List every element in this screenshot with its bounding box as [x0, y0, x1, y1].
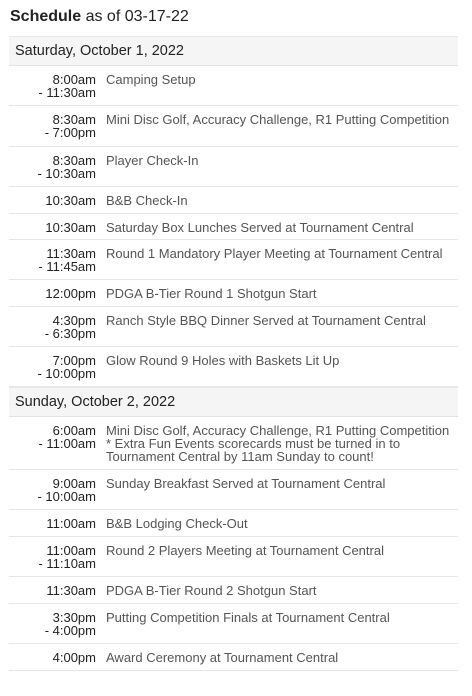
event-time [9, 307, 96, 346]
schedule-list [9, 36, 458, 671]
event-end-time: - 11:10am [38, 556, 96, 571]
event-start-time: 11:30am [46, 583, 96, 598]
event-details [96, 644, 458, 670]
event-start-time: 4:30pm [52, 313, 96, 328]
schedule-row [9, 347, 458, 387]
event-details [96, 147, 458, 186]
event-title: Mini Disc Golf, Accuracy Challenge, R1 Putting Competition [106, 112, 450, 127]
event-details [96, 470, 458, 509]
event-details [96, 66, 458, 105]
event-start-time: 11:00am [46, 516, 96, 531]
event-title: Round 1 Mandatory Player Meeting at Tournament Central [106, 246, 443, 261]
event-time [9, 537, 96, 576]
event-time [9, 106, 96, 146]
event-title: Glow Round 9 Holes with Baskets Lit Up [106, 353, 340, 368]
event-title: Sunday Breakfast Served at Tournament Central [106, 476, 386, 491]
event-details [96, 347, 458, 386]
event-start-time: 8:30am [52, 112, 96, 127]
event-time [9, 604, 96, 643]
schedule-row [9, 240, 458, 280]
event-time [9, 187, 96, 213]
event-start-time: 3:30pm [52, 610, 96, 625]
page-title-bold: Schedule [10, 8, 82, 25]
event-end-time: - 10:00pm [37, 366, 96, 381]
event-end-time: - 6:30pm [44, 326, 96, 341]
event-start-time: 8:30am [52, 153, 96, 168]
event-details [96, 604, 458, 643]
event-start-time: 10:30am [45, 220, 96, 235]
schedule-row [9, 280, 458, 307]
schedule-row [9, 470, 458, 510]
event-details [96, 106, 458, 146]
event-title: Saturday Box Lunches Served at Tournament Central [106, 220, 414, 235]
event-title: Ranch Style BBQ Dinner Served at Tournament Central [106, 313, 426, 328]
schedule-row [9, 644, 458, 671]
event-title: Player Check-In [106, 153, 199, 168]
event-title: Mini Disc Golf, Accuracy Challenge, R1 Putting Competition [106, 423, 450, 438]
event-title: B&B Lodging Check-Out [106, 516, 248, 531]
event-time [9, 280, 96, 306]
event-time [9, 347, 96, 386]
event-details [96, 417, 458, 469]
event-details [96, 187, 458, 213]
event-start-time: 8:00am [52, 72, 96, 87]
schedule-row [9, 66, 458, 106]
event-time [9, 644, 96, 670]
event-start-time: 6:00am [52, 423, 96, 438]
event-start-time: 11:00am [46, 543, 96, 558]
event-end-time: - 11:45am [38, 259, 96, 274]
event-details [96, 307, 458, 346]
event-start-time: 10:30am [45, 193, 96, 208]
event-time [9, 577, 96, 603]
page-title-date: as of 03-17-22 [81, 8, 189, 25]
event-time [9, 240, 96, 279]
event-title: Camping Setup [106, 72, 196, 87]
event-end-time: - 4:00pm [44, 623, 96, 638]
event-time [9, 470, 96, 509]
day-header: Saturday, October 1, 2022 [9, 36, 458, 66]
event-details [96, 577, 458, 603]
event-end-time: - 7:00pm [44, 125, 96, 140]
event-time [9, 147, 96, 186]
day-header: Sunday, October 2, 2022 [9, 387, 458, 417]
schedule-row [9, 417, 458, 470]
schedule-row [9, 510, 458, 537]
event-start-time: 7:00pm [52, 353, 96, 368]
event-time [9, 214, 96, 239]
event-start-time: 12:00pm [45, 286, 96, 301]
event-time [9, 417, 96, 469]
page-title [10, 8, 189, 26]
event-end-time: - 11:30am [38, 85, 96, 100]
event-title: PDGA B-Tier Round 1 Shotgun Start [106, 286, 317, 301]
event-start-time: 11:30am [46, 246, 96, 261]
schedule-row [9, 604, 458, 644]
event-time [9, 66, 96, 105]
schedule-row [9, 147, 458, 187]
event-details [96, 510, 458, 536]
event-title: Round 2 Players Meeting at Tournament Central [106, 543, 384, 558]
schedule-row [9, 106, 458, 147]
event-details [96, 280, 458, 306]
schedule-row [9, 307, 458, 347]
event-details [96, 240, 458, 279]
event-title: Award Ceremony at Tournament Central [106, 650, 339, 665]
event-start-time: 9:00am [52, 476, 96, 491]
event-end-time: - 10:30am [37, 166, 96, 181]
event-note: * Extra Fun Events scorecards must be turned in to Tournament Central by 11am Sunday to count! [106, 436, 401, 464]
event-start-time: 4:00pm [52, 650, 96, 665]
event-details [96, 214, 458, 239]
event-end-time: - 10:00am [37, 489, 96, 504]
schedule-row [9, 187, 458, 214]
event-title: PDGA B-Tier Round 2 Shotgun Start [106, 583, 317, 598]
schedule-row [9, 214, 458, 240]
event-end-time: - 11:00am [38, 436, 96, 451]
event-time [9, 510, 96, 536]
event-title: Putting Competition Finals at Tournament Central [106, 610, 390, 625]
schedule-row [9, 537, 458, 577]
event-details [96, 537, 458, 576]
event-title: B&B Check-In [106, 193, 188, 208]
schedule-row [9, 577, 458, 604]
